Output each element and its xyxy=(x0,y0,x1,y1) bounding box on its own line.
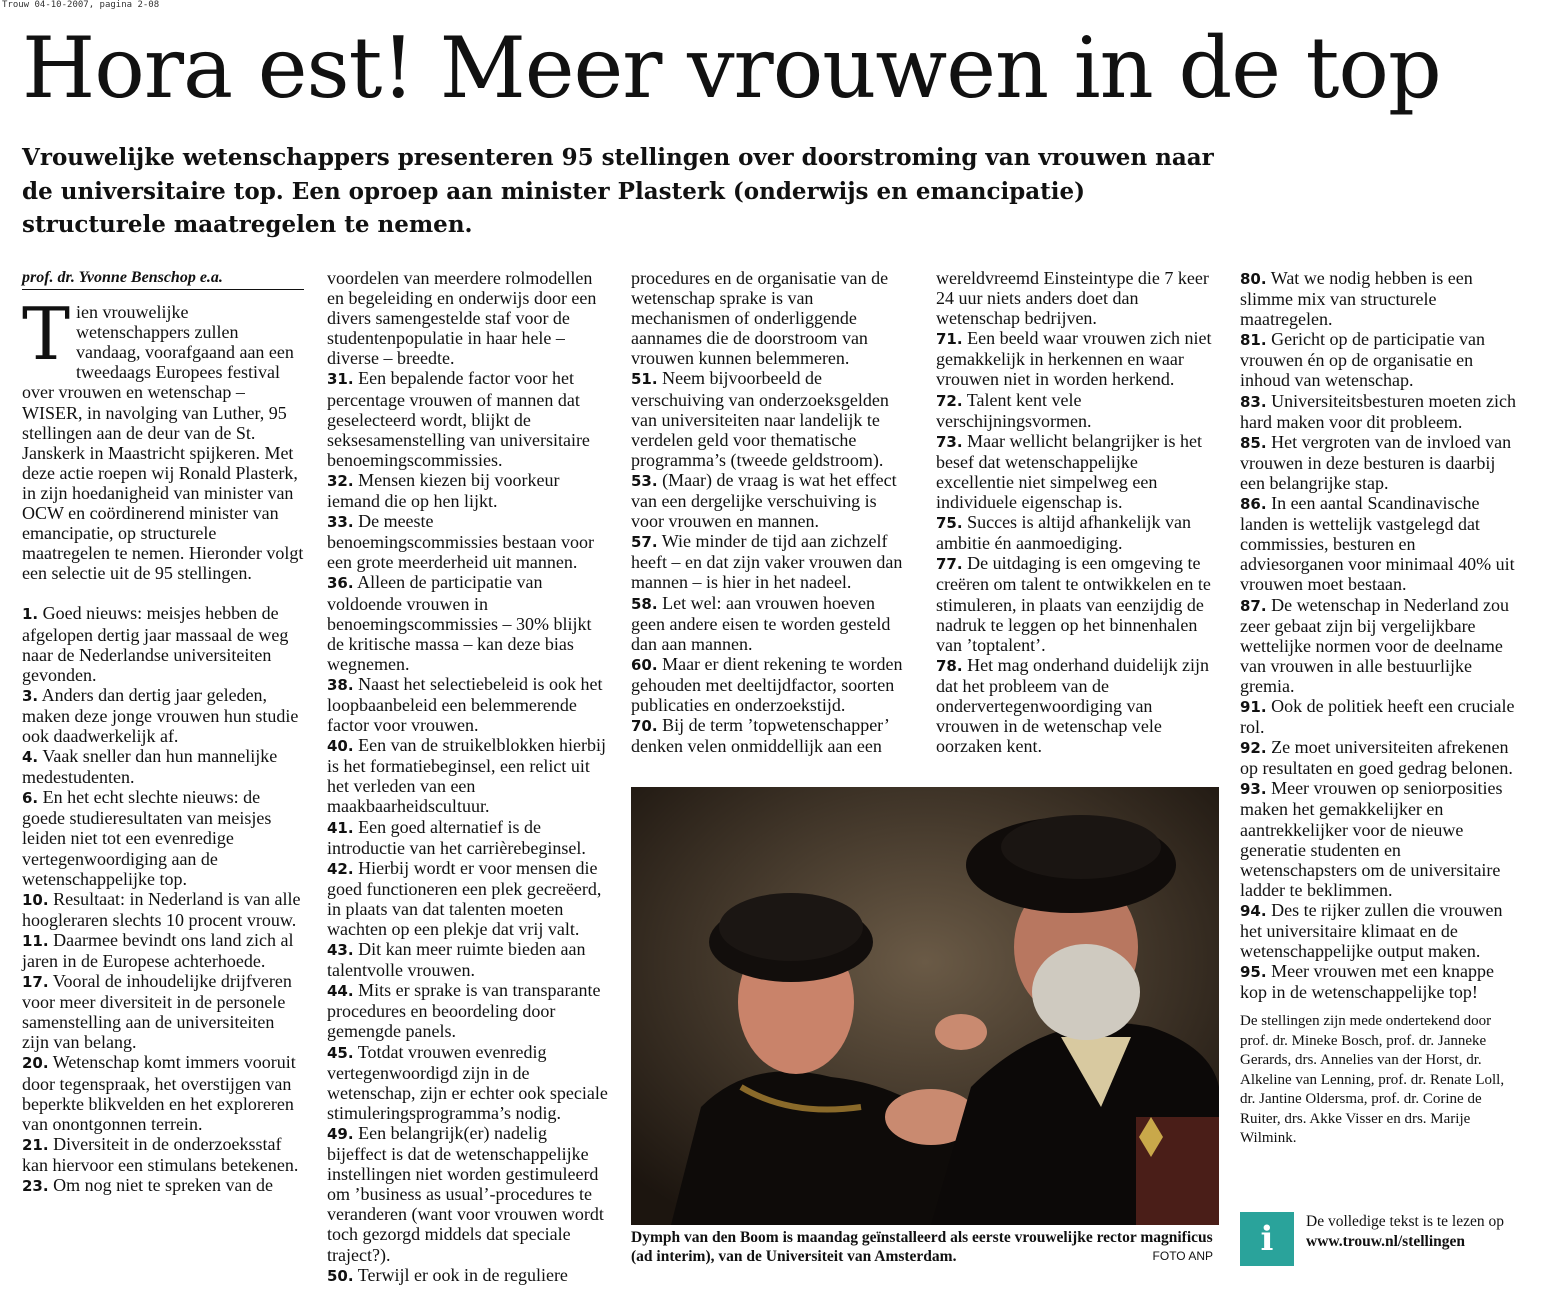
column-5 xyxy=(1240,268,1522,1149)
thesis-number: 42. xyxy=(327,859,354,878)
thesis-number: 23. xyxy=(22,1177,49,1196)
thesis-text: Terwijl er ook in de reguliere xyxy=(357,1264,568,1285)
continuation-text: wereldvreemd Einsteintype die 7 keer 24 uur niets anders doet dan wetenschap bedrijven. xyxy=(936,268,1209,329)
thesis-number: 77. xyxy=(936,555,963,574)
thesis-text: Alleen de participatie van voldoende vrouwen in benoemingscommissies – 30% blijkt de kritische massa – kan deze bias wegnemen. xyxy=(327,572,592,674)
signatories: De stellingen zijn mede ondertekend door prof. dr. Mineke Bosch, prof. dr. Janneke Gerards, drs. Annelies van der Horst, dr. Alkeline van Lenning, prof. dr. Renate Loll, dr. Jantine Oldersma, prof. dr. Corine de Ruiter, drs. Akke Visser en drs. Marije Wilmink. xyxy=(1240,1013,1505,1147)
thesis-number: 87. xyxy=(1240,596,1267,615)
byline: prof. dr. Yvonne Benschop e.a. xyxy=(22,268,304,290)
thesis-text: Maar wellicht belangrijker is het besef dat wetenschappelijke excellentie niet simpelweg een individuele eigenschap is. xyxy=(936,430,1202,513)
thesis-item xyxy=(327,980,609,1041)
thesis-number: 3. xyxy=(22,686,39,705)
thesis-item xyxy=(327,1042,609,1123)
thesis-item xyxy=(22,685,304,746)
thesis-text: Dit kan meer ruimte bieden aan talentvolle vrouwen. xyxy=(327,939,586,981)
thesis-list xyxy=(1240,268,1522,1002)
thesis-number: 83. xyxy=(1240,392,1267,411)
thesis-item xyxy=(22,889,304,930)
photo-credit: FOTO ANP xyxy=(1152,1249,1213,1263)
continuation-text: voordelen van meerdere rolmodellen en begeleiding en onderwijs door een divers samengestelde staf voor de studentenpopulatie in haar hele – diverse – breedte. xyxy=(327,268,597,369)
drop-cap: T xyxy=(22,292,71,377)
thesis-number: 38. xyxy=(327,675,354,694)
info-icon: i xyxy=(1240,1212,1294,1266)
thesis-text: Anders dan dertig jaar geleden, maken deze jonge vrouwen hun studie ook daadwerkelijk af. xyxy=(22,684,299,746)
thesis-number: 78. xyxy=(936,656,963,675)
thesis-item xyxy=(22,1052,304,1133)
thesis-item xyxy=(936,390,1218,431)
thesis-item xyxy=(936,512,1218,553)
thesis-number: 81. xyxy=(1240,331,1267,350)
info-url-link[interactable]: www.trouw.nl/stellingen xyxy=(1306,1233,1466,1250)
thesis-item xyxy=(1240,737,1522,778)
thesis-text: Naast het selectiebeleid is ook het loopbaanbeleid een belemmerende factor voor vrouwen. xyxy=(327,673,603,736)
thesis-text: Let wel: aan vrouwen hoeven geen andere eisen te worden gesteld dan aan mannen. xyxy=(631,592,891,654)
thesis-text: De wetenschap in Nederland zou zeer gebaat zijn bij vergelijkbare wettelijke normen voor de deelname van vrouwen in alle bestuurlijke gremia. xyxy=(1240,594,1509,696)
thesis-number: 32. xyxy=(327,471,354,490)
thesis-item xyxy=(327,1123,609,1265)
thesis-number: 53. xyxy=(631,471,658,490)
thesis-text: Mits er sprake is van transparante procedures en beoordeling door gemengde panels. xyxy=(327,980,601,1042)
thesis-number: 11. xyxy=(22,931,49,950)
thesis-item xyxy=(1240,432,1522,493)
thesis-text: Meer vrouwen op seniorposities maken het gemakkelijker en aantrekkelijker voor de nieuwe generatie studenten en wetenschapsters om de universitaire ladder te beklimmen. xyxy=(1240,778,1503,900)
thesis-text: Diversiteit in de onderzoeksstaf kan hiervoor een stimulans betekenen. xyxy=(22,1133,299,1175)
thesis-number: 41. xyxy=(327,818,354,837)
thesis-text: De meeste benoemingscommissies bestaan voor een grote meerderheid uit mannen. xyxy=(327,511,594,573)
thesis-item xyxy=(936,431,1218,512)
thesis-item xyxy=(22,746,304,787)
thesis-text: Een van de struikelblokken hierbij is het formatiebeginsel, een relict uit het verleden van een maakbaarheidscultuur. xyxy=(327,735,607,817)
thesis-number: 20. xyxy=(22,1054,49,1073)
thesis-text: Ook de politiek heeft een cruciale rol. xyxy=(1240,695,1515,738)
thesis-item xyxy=(22,1175,304,1196)
thesis-number: 50. xyxy=(327,1266,354,1285)
thesis-text: Meer vrouwen met een knappe kop in de wetenschappelijke top! xyxy=(1240,961,1494,1003)
thesis-number: 40. xyxy=(327,737,354,756)
thesis-item xyxy=(631,368,913,469)
thesis-text: Het mag onderhand duidelijk zijn dat het probleem van de ondervertegenwoordiging van vrouwen in de wetenschap vele oorzaken kent. xyxy=(936,654,1210,757)
info-text xyxy=(1306,1212,1536,1252)
thesis-number: 51. xyxy=(631,370,658,389)
photo-caption xyxy=(631,1228,1219,1266)
thesis-text: Een beeld waar vrouwen zich niet gemakkelijk in herkennen en waar vrouwen niet in worden herkend. xyxy=(936,328,1212,390)
thesis-text: Totdat vrouwen evenredig vertegenwoordigd zijn in de wetenschap, zijn er echter ook speciale stimuleringsprogramma’s nodig. xyxy=(327,1041,608,1123)
headline: Hora est! Meer vrouwen in de top xyxy=(22,19,1441,117)
info-label: De volledige tekst is te lezen op xyxy=(1306,1213,1504,1230)
thesis-text: Om nog niet te spreken van de xyxy=(53,1175,274,1196)
thesis-item xyxy=(327,1265,609,1286)
thesis-number: 92. xyxy=(1240,739,1267,758)
thesis-item xyxy=(22,1134,304,1175)
column-2 xyxy=(327,268,609,1286)
thesis-item xyxy=(1240,493,1522,594)
thesis-item xyxy=(936,553,1218,654)
thesis-number: 80. xyxy=(1240,270,1267,288)
thesis-text: Talent kent vele verschijningsvormen. xyxy=(936,389,1092,431)
thesis-number: 45. xyxy=(327,1043,354,1062)
thesis-number: 60. xyxy=(631,655,658,674)
thesis-number: 44. xyxy=(327,982,354,1001)
lead-paragraph xyxy=(22,292,304,584)
thesis-number: 21. xyxy=(22,1135,49,1154)
thesis-number: 94. xyxy=(1240,901,1267,920)
thesis-text: Hierbij wordt er voor mensen die goed functioneren een plek gecreëerd, in plaats van dat talenten moeten wachten op een plekje dat vrij valt. xyxy=(327,857,602,939)
thesis-item xyxy=(631,654,913,715)
continuation-text: procedures en de organisatie van de wetenschap sprake is van mechanismen of onderliggende aannames die de doorstroom van vrouwen kunnen belemmeren. xyxy=(631,268,889,369)
thesis-number: 4. xyxy=(22,748,39,767)
column-1 xyxy=(22,268,304,1196)
thesis-number: 73. xyxy=(936,432,963,451)
thesis-text: Resultaat: in Nederland is van alle hoogleraren slechts 10 procent vrouw. xyxy=(22,888,301,930)
info-box xyxy=(1240,1212,1536,1266)
thesis-item xyxy=(327,674,609,735)
thesis-item xyxy=(327,572,609,673)
thesis-number: 70. xyxy=(631,717,658,736)
thesis-item xyxy=(631,715,913,756)
thesis-number: 36. xyxy=(327,574,354,593)
thesis-item xyxy=(631,531,913,592)
thesis-number: 49. xyxy=(327,1124,354,1143)
thesis-item xyxy=(1240,595,1522,696)
column-3 xyxy=(631,268,913,756)
lead-text: ien vrouwelijke wetenschappers zullen vandaag, voorafgaand aan een tweedaags Europees festival over vrouwen en wetenschap – WISER, in navolging van Luther, 95 stellingen aan de deur van de St. Janskerk in Maastricht spijkeren. Met deze actie roepen wij Ronald Plasterk, in zijn hoedanigheid van minister van OCW en coördinerend minister van emancipatie, op structurele maatregelen te nemen. Hieronder volgt een selectie uit de 95 stellingen. xyxy=(22,302,304,584)
thesis-item xyxy=(327,511,609,572)
thesis-item xyxy=(327,735,609,816)
thesis-text: Ze moet universiteiten afrekenen op resultaten en goed gedrag belonen. xyxy=(1240,737,1513,779)
thesis-text: Een bepalende factor voor het percentage vrouwen of mannen dat geselecteerd wordt, blijkt de seksesamenstelling van universitaire benoemingscommissies. xyxy=(327,368,590,470)
caption-text: Dymph van den Boom is maandag geïnstalleerd als eerste vrouwelijke rector magnificus (ad interim), van de Universiteit van Amsterdam. xyxy=(631,1229,1213,1265)
thesis-item xyxy=(936,328,1218,389)
thesis-text: Het vergroten van de invloed van vrouwen in deze besturen is daarbij een belangrijke stap. xyxy=(1240,431,1512,493)
thesis-text: Bij de term ’topwetenschapper’ denken velen onmiddellijk aan een xyxy=(631,715,889,757)
thesis-item xyxy=(1240,961,1522,1002)
thesis-item xyxy=(631,470,913,531)
thesis-text: (Maar) de vraag is wat het effect van een dergelijke verschuiving is voor vrouwen en mannen. xyxy=(631,469,897,532)
thesis-item xyxy=(22,930,304,971)
thesis-item xyxy=(327,817,609,858)
thesis-number: 33. xyxy=(327,513,354,532)
thesis-text: Des te rijker zullen die vrouwen het universitaire klimaat en de wetenschappelijke output maken. xyxy=(1240,899,1503,962)
thesis-item xyxy=(1240,268,1522,329)
thesis-text: Vaak sneller dan hun mannelijke medestudenten. xyxy=(22,746,278,788)
thesis-number: 72. xyxy=(936,391,963,410)
thesis-list xyxy=(936,328,1218,756)
thesis-number: 95. xyxy=(1240,963,1267,982)
thesis-item xyxy=(327,939,609,980)
thesis-text: De uitdaging is een omgeving te creëren om talent te ontwikkelen en te stimuleren, in plaats van eenzijdig de nadruk te leggen op het binnenhalen van ’toptalent’. xyxy=(936,553,1211,655)
thesis-item xyxy=(631,593,913,654)
thesis-list xyxy=(327,368,609,1285)
thesis-number: 58. xyxy=(631,594,658,613)
thesis-number: 86. xyxy=(1240,495,1267,514)
thesis-text: Mensen kiezen bij voorkeur iemand die op hen lijkt. xyxy=(327,469,560,512)
thesis-item xyxy=(1240,696,1522,737)
source-line: Trouw 04-10-2007, pagina 2-08 xyxy=(2,0,160,10)
thesis-text: Een goed alternatief is de introductie van het carrièrebeginsel. xyxy=(327,816,586,858)
thesis-text: Maar er dient rekening te worden gehouden met deeltijdfactor, soorten publicaties en onderzoekstijd. xyxy=(631,653,903,715)
thesis-item xyxy=(1240,778,1522,900)
thesis-number: 71. xyxy=(936,330,963,349)
thesis-item xyxy=(327,470,609,511)
thesis-item xyxy=(1240,329,1522,390)
thesis-number: 6. xyxy=(22,789,39,808)
thesis-number: 43. xyxy=(327,941,354,960)
thesis-text: In een aantal Scandinavische landen is wettelijk vastgelegd dat commissies, besturen en adviesorganen voor minimaal 40% uit vrouwen moet bestaan. xyxy=(1240,493,1515,595)
thesis-number: 1. xyxy=(22,605,39,624)
photo-illustration xyxy=(631,787,1219,1225)
thesis-item xyxy=(1240,391,1522,432)
news-photo xyxy=(631,787,1219,1225)
thesis-text: En het echt slechte nieuws: de goede studieresultaten van meisjes leiden niet tot een evenredige vertegenwoordiging aan de wetenschappelijke top. xyxy=(22,787,272,889)
thesis-text: Neem bijvoorbeeld de verschuiving van onderzoeksgelden van universiteiten naar landelijk te verdelen geld voor thematische programma’s (tweede geldstroom). xyxy=(631,368,889,470)
thesis-text: Daarmee bevindt ons land zich al jaren in de Europese achterhoede. xyxy=(22,929,294,971)
thesis-number: 93. xyxy=(1240,780,1267,799)
thesis-item xyxy=(327,858,609,939)
thesis-text: Een belangrijk(er) nadelig bijeffect is dat de wetenschappelijke instellingen niet worden gestimuleerd om ’business as usual’-procedures te veranderen (want voor vrouwen wordt toch gezorgd middels dat speciale traject?). xyxy=(327,1122,604,1265)
thesis-text: Succes is altijd afhankelijk van ambitie én aanmoediging. xyxy=(936,512,1192,554)
thesis-text: Wie minder de tijd aan zichzelf heeft – en dat zijn vaker vrouwen dan mannen – is hier in het nadeel. xyxy=(631,531,903,593)
thesis-text: Universiteitsbesturen moeten zich hard maken voor dit probleem. xyxy=(1240,390,1517,432)
thesis-list xyxy=(631,368,913,756)
thesis-text: Wetenschap komt immers vooruit door tegenspraak, het overstijgen van beperkte blikvelden en het exploreren van onontgonnen terrein. xyxy=(22,1052,296,1134)
thesis-number: 17. xyxy=(22,973,49,992)
thesis-text: Wat we nodig hebben is een slimme mix van structurele maatregelen. xyxy=(1240,268,1473,330)
thesis-item xyxy=(1240,900,1522,961)
thesis-list xyxy=(22,603,304,1196)
thesis-text: Goed nieuws: meisjes hebben de afgelopen dertig jaar massaal de weg naar de Nederlandse universiteiten gevonden. xyxy=(22,603,289,685)
intro-paragraph: Vrouwelijke wetenschappers presenteren 95 stellingen over doorstroming van vrouwen naar de universitaire top. Een oproep aan minister Plasterk (onderwijs en emancipatie) structurele maatregelen te nemen. xyxy=(22,144,1214,238)
thesis-item xyxy=(327,368,609,469)
thesis-number: 57. xyxy=(631,533,658,552)
column-4 xyxy=(936,268,1218,756)
thesis-item xyxy=(22,787,304,888)
thesis-number: 85. xyxy=(1240,433,1267,452)
thesis-item xyxy=(22,971,304,1052)
thesis-item xyxy=(936,655,1218,756)
thesis-text: Gericht op de participatie van vrouwen én op de organisatie en inhoud van wetenschap. xyxy=(1240,329,1485,391)
thesis-item xyxy=(22,603,304,684)
thesis-number: 10. xyxy=(22,890,49,909)
thesis-number: 91. xyxy=(1240,697,1267,716)
thesis-number: 31. xyxy=(327,370,354,389)
thesis-text: Vooral de inhoudelijke drijfveren voor meer diversiteit in de personele samenstelling aan de universiteiten zijn van belang. xyxy=(22,971,292,1053)
thesis-number: 75. xyxy=(936,514,963,533)
